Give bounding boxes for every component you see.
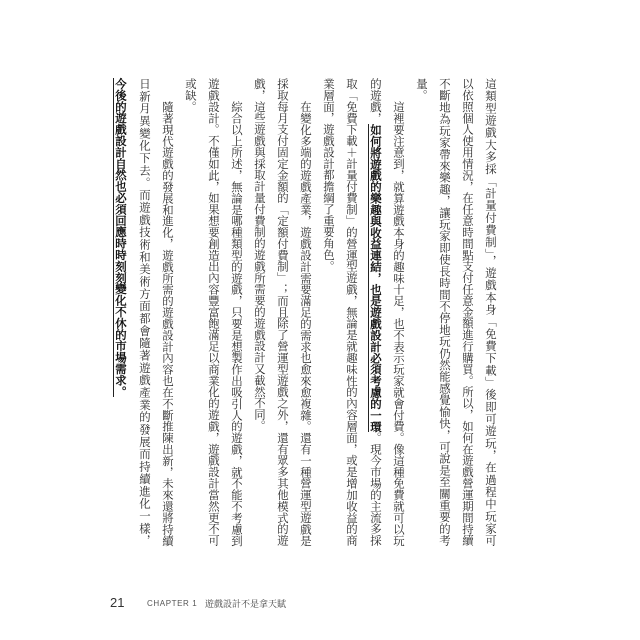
text-column (342, 78, 362, 546)
text-segment: 業層面，遊戲設計都擔綱了重要角色。 (322, 78, 336, 272)
text-column (227, 78, 247, 546)
text-column (412, 78, 432, 546)
emphasized-text: 今後的遊戲設計自然也必須回應時時刻刻變化不休的市場需求。 (114, 78, 128, 398)
text-segment: 量。 (415, 78, 429, 101)
text-segment: 日新月異變化下去。而遊戲技術和美術方面都會隨著遊戲產業的發展而持續進化一樣， (138, 78, 152, 546)
text-segment: 不斷地為玩家帶來樂趣，讓玩家即使長時間不停地玩仍然能感覺愉快，可說是至關重要的考 (438, 78, 452, 546)
text-segment: 的遊戲， (369, 78, 383, 124)
text-segment: 戲，這些遊戲與採取計量付費制的遊戲所需要的遊戲設計又截然不同。 (253, 78, 267, 432)
text-segment: 或缺。 (184, 78, 198, 113)
text-segment: 這類型遊戲大多採「計量付費制」，遊戲本身「免費下載」後即可遊玩，在過程中玩家可 (484, 78, 498, 546)
text-segment: 遊戲設計。不僅如此，如果想要創造出內容豐富飽滿足以商業化的遊戲，遊戲設計當然更不可 (207, 78, 221, 546)
text-segment: 這裡要注意到，就算遊戲本身的趣味十足，也不表示玩家就會付費。像這種免費就可以玩 (392, 100, 406, 546)
text-column (135, 78, 155, 546)
text-segment: 。現今市場的主流多採 (369, 431, 383, 547)
text-column (181, 78, 201, 546)
text-column (366, 78, 386, 546)
text-column (319, 78, 339, 546)
emphasized-text: 如何將遊戲的樂趣與收益連結，也是遊戲設計必須考慮的一環 (369, 123, 383, 432)
text-segment: 隨著現代遊戲的發展和進化，遊戲所需的遊戲設計內容也在不斷推陳出新，未來還將持續 (161, 100, 175, 546)
chapter-label: CHAPTER 1 (147, 599, 198, 608)
text-segment: 採取每月支付固定金額的「定額付費制」；而且除了營運型遊戲之外，還有眾多其他模式的遊 (276, 78, 290, 546)
page-number: 21 (110, 595, 125, 610)
text-column (250, 78, 270, 546)
text-segment: 取「免費下載＋計量付費制」的營運型遊戲，無論是就趣味性的內容層面，或是增加收益的商 (345, 78, 359, 546)
text-column (273, 78, 293, 546)
text-column (435, 78, 455, 546)
text-segment: 在變化多端的遊戲產業，遊戲設計需要滿足的需求也愈來愈複雜。還有一種營運型遊戲是 (299, 100, 313, 546)
text-column (111, 78, 131, 546)
chapter-title: 遊戲設計不是拿天賦 (205, 600, 287, 610)
text-column (204, 78, 224, 546)
text-segment: 綜合以上所述，無論是哪種類型的遊戲，只要是想製作出吸引人的遊戲，就不能不考慮到 (230, 100, 244, 546)
text-column (481, 78, 501, 546)
text-column (158, 78, 178, 546)
text-column (458, 78, 478, 546)
text-column (296, 78, 316, 546)
text-column (389, 78, 409, 546)
text-segment: 以依照個人使用情況，在任意時間點支付任意金額進行購買。所以，如何在遊戲營運期間持續 (461, 78, 475, 546)
